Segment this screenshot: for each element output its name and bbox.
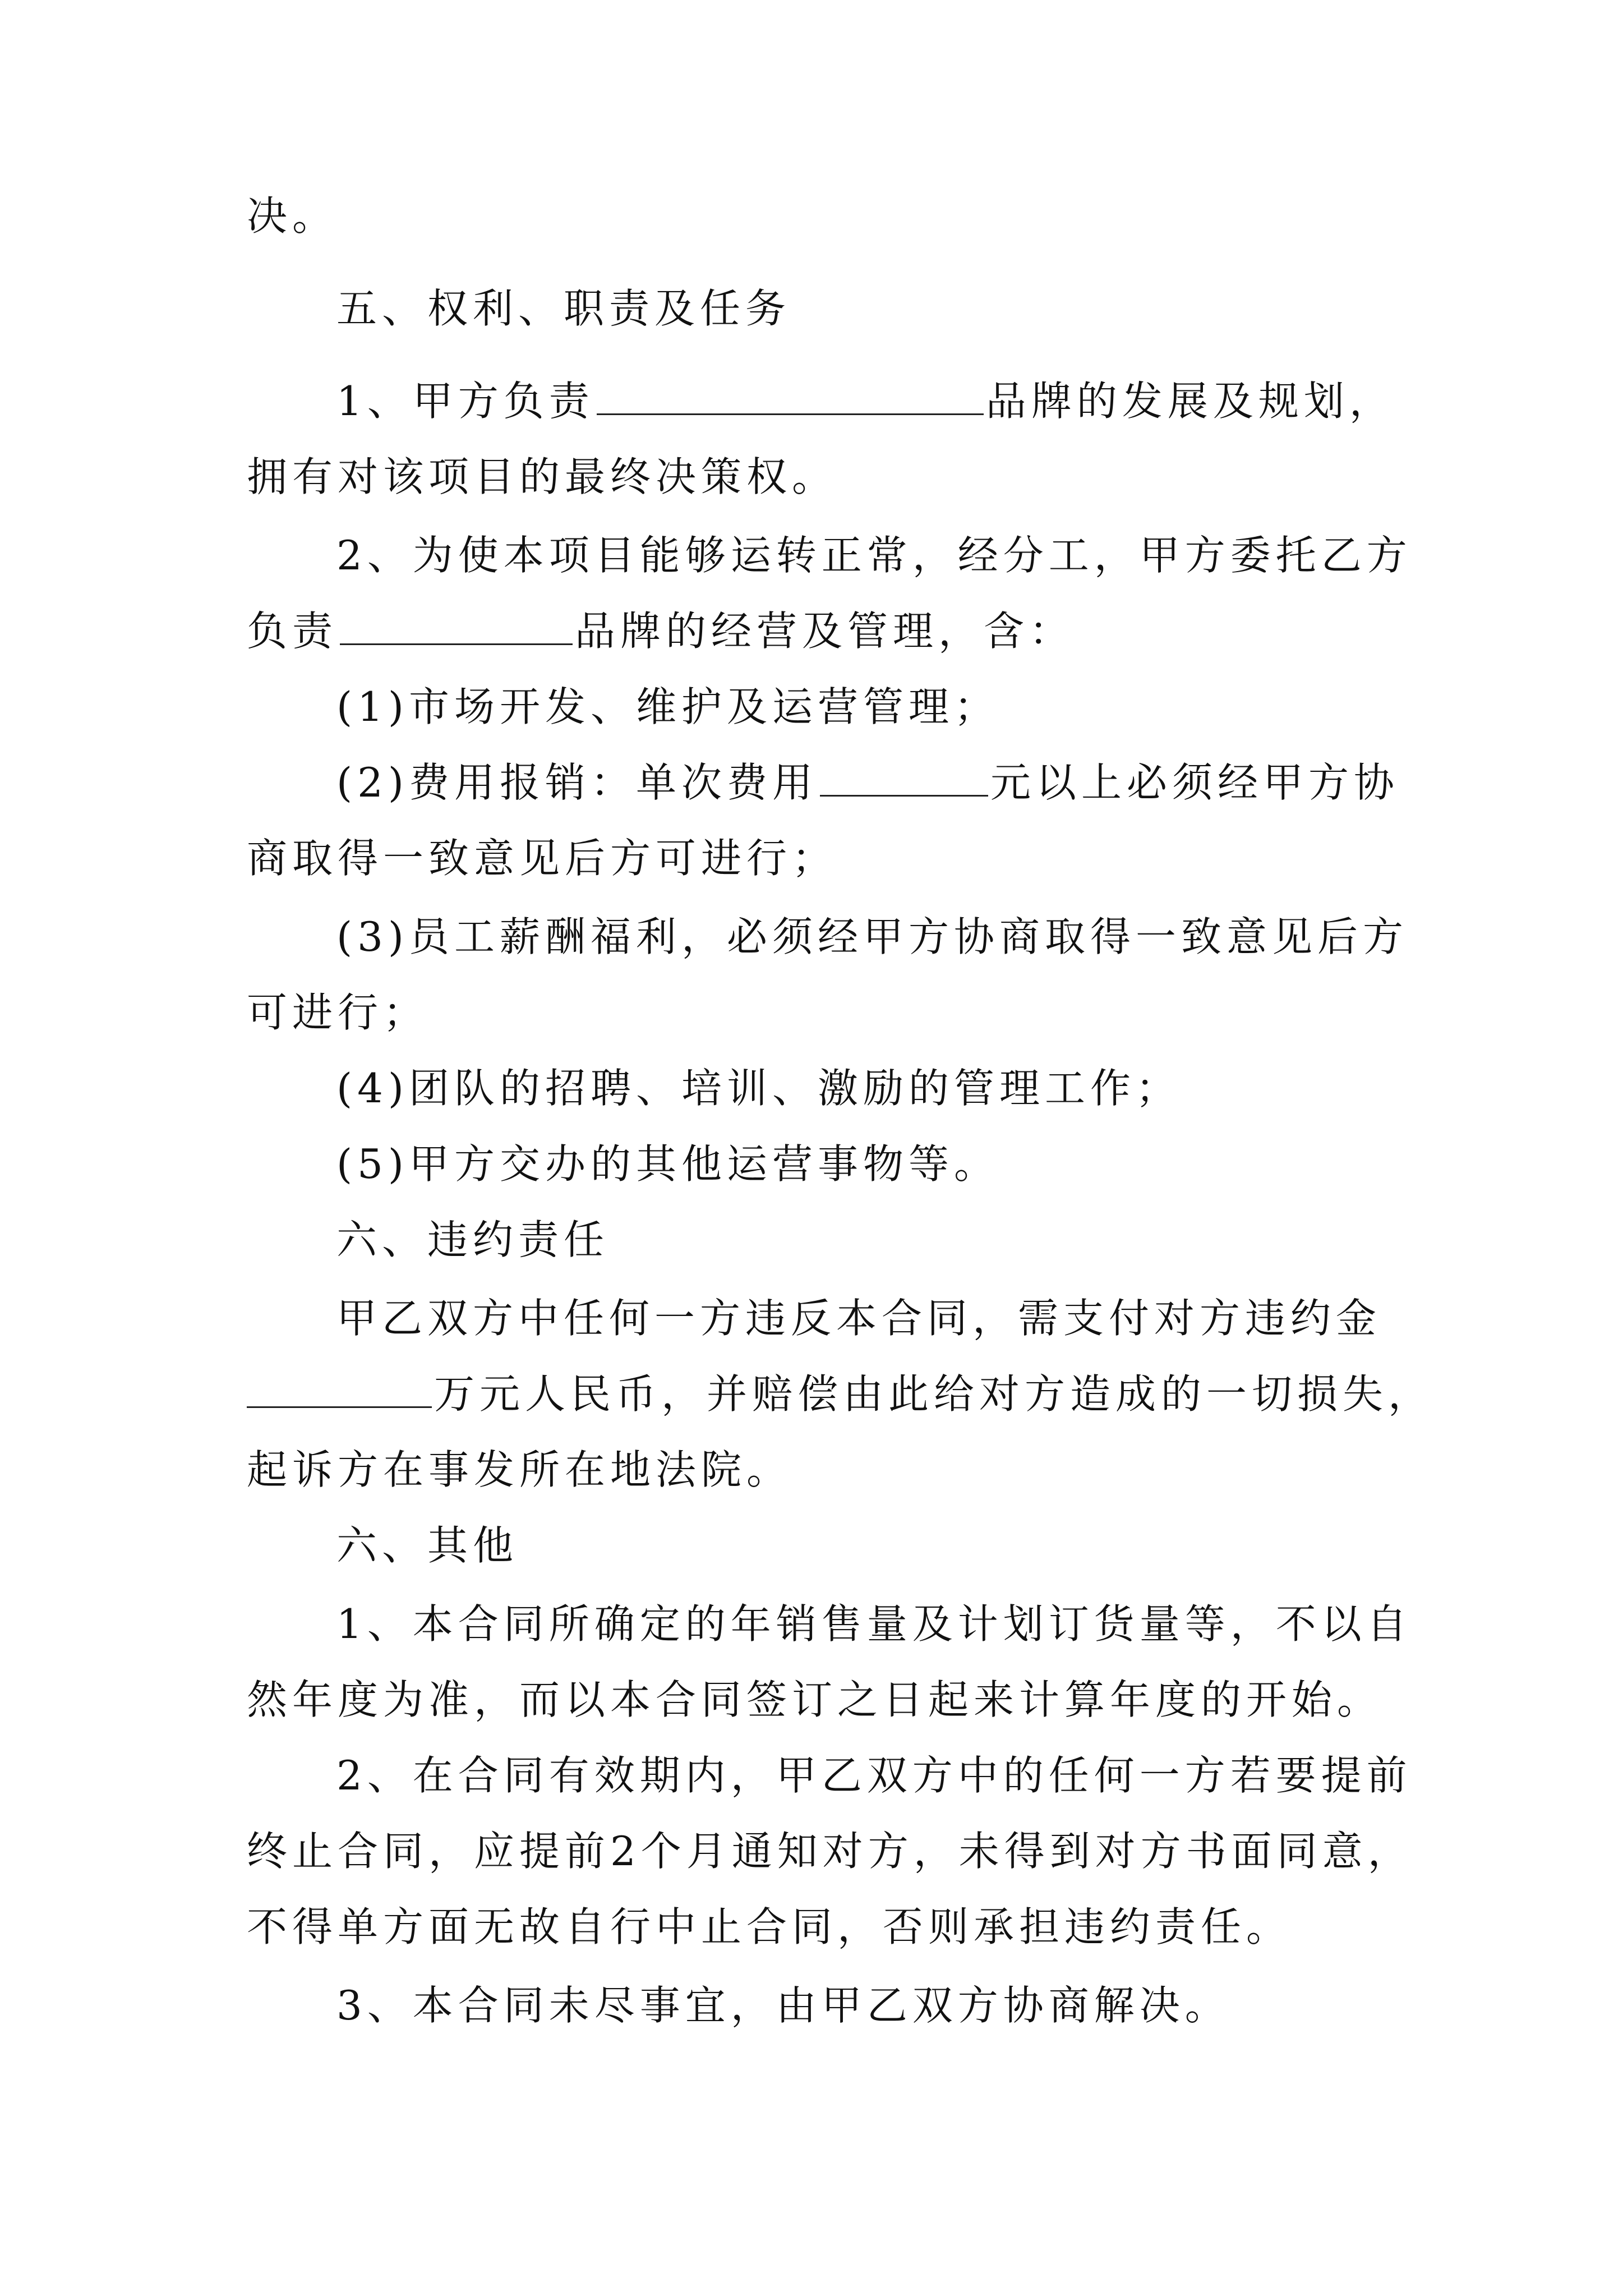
- line-text: 商取得一致意见后方可进行；: [247, 835, 838, 882]
- text-line: [336, 1977, 1230, 2033]
- text-line: [247, 449, 837, 505]
- line-text: 拥有对该项目的最终决策权。: [247, 453, 838, 500]
- text-line: [336, 527, 1412, 583]
- line-text: 不得单方面无故自行中止合同，否则承担违约责任。: [247, 1903, 1292, 1950]
- line-text: 万元人民币，并赔偿由此给对方造成的一切损失，: [434, 1370, 1434, 1418]
- line-text: 负责: [247, 608, 338, 655]
- line-text: 2、为使本项目能够运转正常，经分工，甲方委托乙方: [336, 532, 1412, 579]
- line-text: (1)市场开发、维护及运营管理；: [336, 683, 999, 730]
- text-line: [247, 1442, 792, 1498]
- list-item: [336, 679, 999, 735]
- text-line: [247, 1899, 1292, 1955]
- text-line: [247, 984, 428, 1041]
- list-item: [336, 754, 1399, 811]
- line-text: 3、本合同未尽事宜，由甲乙双方协商解决。: [336, 1982, 1230, 2029]
- text-line: [247, 188, 338, 244]
- list-item: [336, 1060, 1181, 1116]
- text-line: [336, 1747, 1412, 1803]
- section-heading: [336, 1212, 609, 1268]
- line-text: 终止合同，应提前2个月通知对方，未得到对方书面同意，: [247, 1828, 1413, 1875]
- line-text: (2)费用报销：单次费用: [336, 759, 818, 806]
- line-text: 品牌的发展及规划，: [985, 378, 1395, 425]
- line-text: 五、权利、职责及任务: [336, 285, 791, 332]
- line-text: (3)员工薪酬福利，必须经甲方协商取得一致意见后方: [336, 913, 1408, 960]
- line-text: 品牌的经营及管理，含：: [575, 608, 1075, 655]
- line-text: 1、甲方负责: [336, 378, 594, 425]
- fill-in-blank[interactable]: [597, 379, 984, 415]
- line-text: 甲乙双方中任何一方违反本合同，需支付对方违约金: [336, 1295, 1382, 1342]
- text-line: [247, 830, 837, 886]
- line-text: 决。: [247, 192, 338, 240]
- line-text: 可进行；: [247, 989, 429, 1036]
- line-text: (5)甲方交办的其他运营事物等。: [336, 1140, 999, 1188]
- list-item: [336, 909, 1408, 965]
- line-text: 1、本合同所确定的年销售量及计划订货量等，不以自: [336, 1600, 1412, 1648]
- text-line: [247, 1672, 1382, 1728]
- fill-in-blank[interactable]: [247, 1372, 432, 1408]
- fill-in-blank[interactable]: [340, 609, 573, 645]
- text-line: [247, 1366, 1433, 1422]
- line-text: 元以上必须经甲方协: [990, 759, 1400, 806]
- line-text: 六、其他: [336, 1522, 519, 1569]
- section-heading: [336, 280, 791, 337]
- line-text: 2、在合同有效期内，甲乙双方中的任何一方若要提前: [336, 1752, 1412, 1799]
- fill-in-blank[interactable]: [820, 760, 988, 797]
- text-line: [336, 1596, 1412, 1652]
- list-item: [336, 1136, 999, 1192]
- text-line: [336, 1290, 1381, 1346]
- line-text: 然年度为准，而以本合同签订之日起来计算年度的开始。: [247, 1676, 1383, 1723]
- text-line: [247, 603, 1075, 659]
- line-text: 起诉方在事发所在地法院。: [247, 1446, 792, 1493]
- section-heading: [336, 1517, 518, 1573]
- line-text: (4)团队的招聘、培训、激励的管理工作；: [336, 1065, 1181, 1112]
- line-text: 六、违约责任: [336, 1216, 610, 1263]
- text-line: [247, 1823, 1413, 1879]
- text-line: [336, 373, 1395, 429]
